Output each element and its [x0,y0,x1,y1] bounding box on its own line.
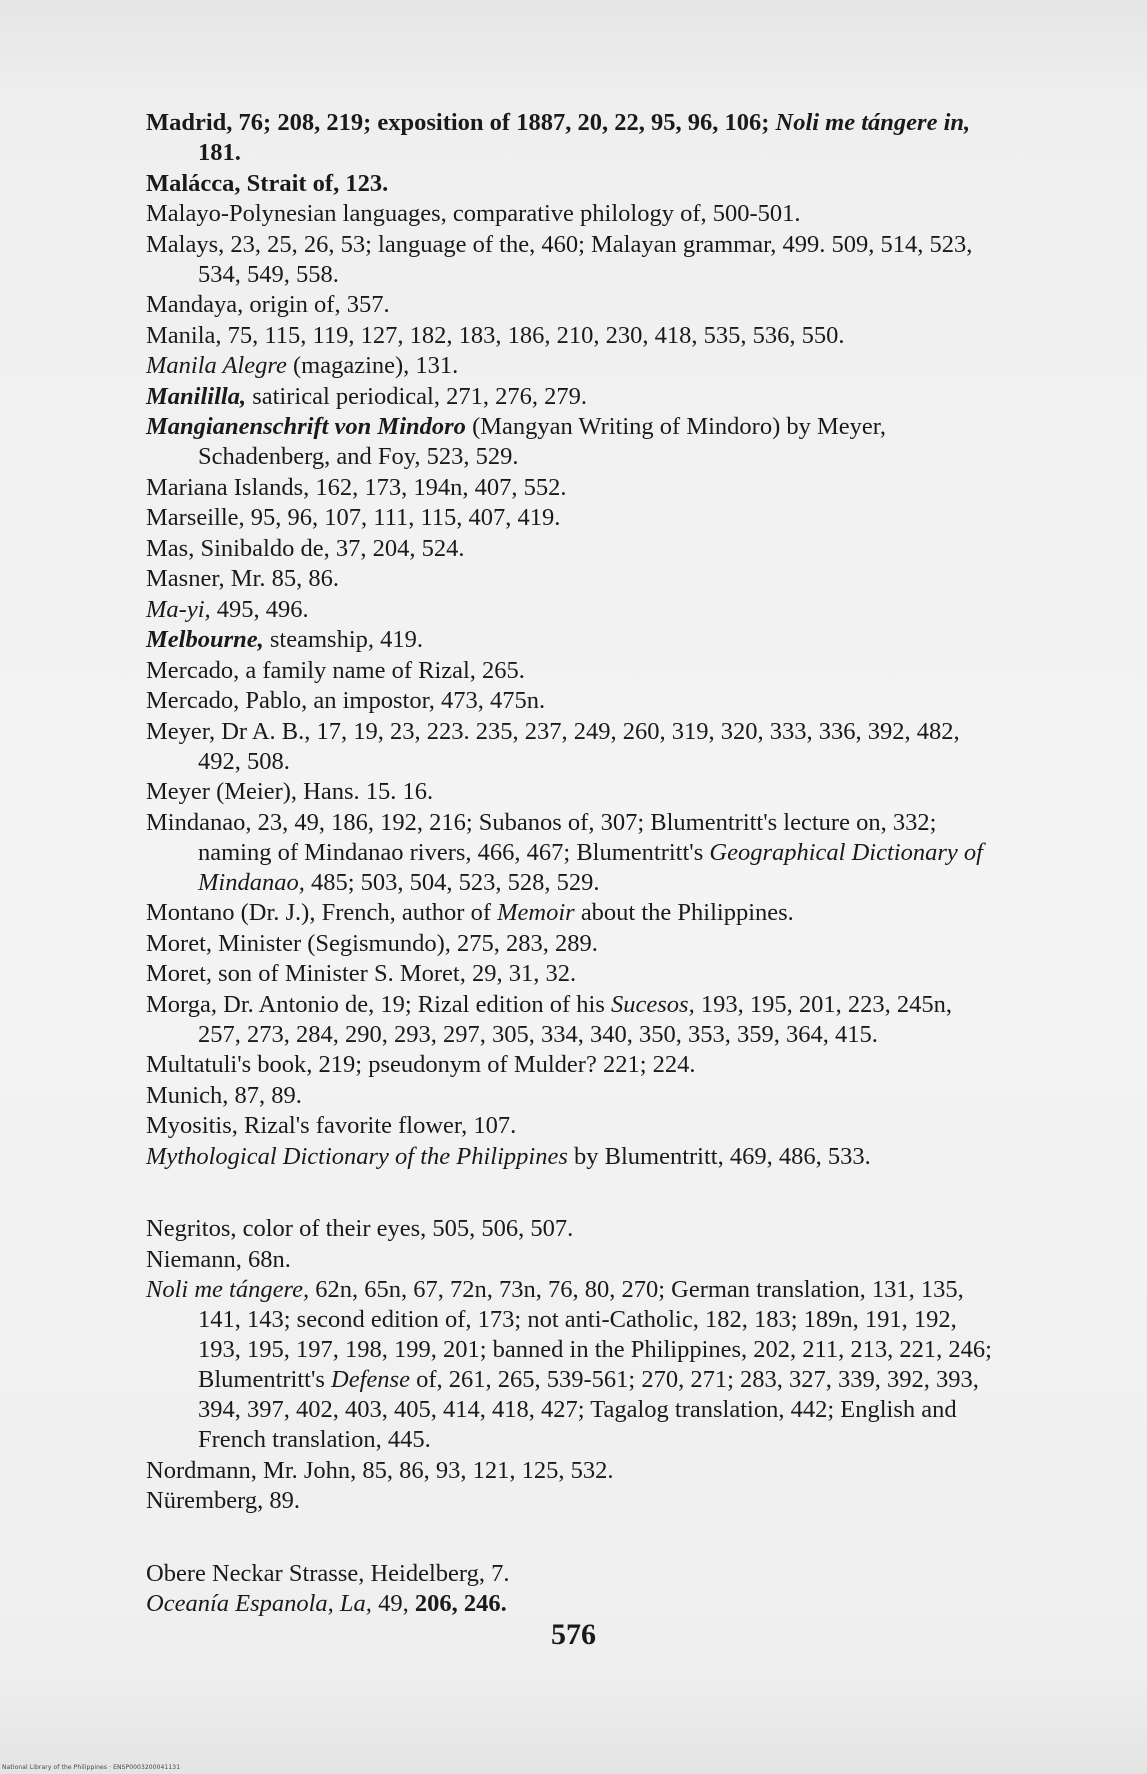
index-entry-text: Nordmann, Mr. John, 85, 86, 93, 121, 125, 532. [146,1456,614,1484]
index-entry-text: steamship, 419. [263,626,424,653]
index-entry [146,108,996,168]
index-entry-text: satirical periodical, 271, 276, 279. [246,382,587,410]
index-entry [146,503,996,533]
index-entry [146,382,996,412]
index-entry-text: Montano (Dr. J.), French, author of [146,899,498,926]
index-entry [146,321,996,351]
index-entry-text: of, 261, 265, 539-561; 270, 271; 283, 327, 339, 392, 393, 394, 397, 402, 403, 405, 414, 418, 427; Tagalog translation, 442; English and French translation, 445. [198,1366,979,1453]
index-entry [146,230,996,290]
index-entry-text: Memoir [497,899,575,926]
index-entry-text: Manililla, [146,382,247,410]
scan-footer: National Library of the Philippines · ENSP0003200041131 [2,1764,181,1771]
index-entry-text: Nüremberg, 89. [146,1487,300,1514]
index-entry-text: 49, [371,1590,415,1617]
index-entry [146,777,996,807]
index-entry-text: Malayo-Polynesian languages, comparative philology of, 500-501. [146,200,801,227]
index-entry-text: Mythological Dictionary of the Philippines [146,1142,568,1170]
index-entry [146,169,996,199]
index-entry [146,1275,996,1455]
index-entry-text: Ma-yi, [146,595,211,623]
index-entry-text: Multatuli's book, 219; pseudonym of Mulder? 221; 224. [146,1051,696,1078]
index-entry-text: Manila Alegre [146,352,287,379]
index-entry-text: Niemann, 68n. [146,1245,291,1273]
index-entry [146,686,996,716]
index-entry-text: Sucesos, [611,990,695,1018]
section-gap [146,1517,996,1559]
index-entry [146,534,996,564]
index-entry-text: Marseille, 95, 96, 107, 111, 115, 407, 419. [146,504,561,531]
index-entry-text: Manila, 75, 115, 119, 127, 182, 183, 186, 210, 230, 418, 535, 536, 550. [146,321,845,349]
index-entry [146,1111,996,1141]
index-entry-text: 485; 503, 504, 523, 528, 529. [304,868,600,896]
index-entry-text: Mangianenschrift von Mindoro [146,413,466,440]
index-entry-text: Defense [331,1366,410,1393]
index-entry-text: Myositis, Rizal's favorite flower, 107. [146,1112,517,1139]
index-entry [146,1050,996,1080]
index-entry [146,473,996,503]
index-entry [146,990,996,1050]
index-entry-text: Moret, Minister (Segismundo), 275, 283, 289. [146,929,598,957]
index-entry [146,1245,996,1275]
index-entry-text: Mercado, a family name of Rizal, 265. [146,656,525,684]
index-entry-text: Noli me tángere in, [775,109,971,136]
index-entry-text: (magazine), 131. [286,352,459,379]
index-entry-text: Oceanía Espanola, La, [146,1590,372,1617]
index-entry-text: Meyer (Meier), Hans. 15. 16. [146,778,434,805]
index-entry-text: Madrid, 76; 208, 219; exposition of 1887, 20, 22, 95, 96, 106; [146,109,776,136]
index-entry-text: 193, 195, 201, 223, 245n, 257, 273, 284, 290, 293, 297, 305, 334, 340, 350, 353, 359, 364, 415. [198,990,952,1048]
index-entry-text: Malácca, Strait of, 123. [146,169,389,197]
index-entry-text: Obere Neckar Strasse, Heidelberg, 7. [146,1559,510,1587]
index-entry-text: Meyer, Dr A. B., 17, 19, 23, 223. 235, 237, 249, 260, 319, 320, 333, 336, 392, 482, 492, 508. [146,717,960,775]
index-entry [146,1214,996,1244]
index-entry-text: (Mangyan Writing of Mindoro) by Meyer, Schadenberg, and Foy, 523, 529. [198,413,887,470]
index-entry-text: by Blumentritt, 469, 486, 533. [567,1142,871,1170]
index-entry [146,717,996,777]
index-entry [146,898,996,928]
index-entry-text: Mercado, Pablo, an impostor, 473, 475n. [146,687,546,714]
index-entry [146,1081,996,1111]
index-entry-text: Mariana Islands, 162, 173, 194n, 407, 552. [146,473,567,501]
index-entry-text: about the Philippines. [574,899,794,926]
index-entry [146,412,996,472]
index-entry [146,1486,996,1516]
index-entry-text: 62n, 65n, 67, 72n, 73n, 76, 80, 270; German translation, 131, 135, 141, 143; second edition of, 173; not anti-Catholic, 182, 183; 189n, 191, 192, 193, 195, 197, 198, 199, 201; banned in the Philippines, 202, 211, 213, 221, 246; Blumentritt's [198,1276,992,1393]
index-entry [146,929,996,959]
index-entry-text: 206, 246. [414,1590,507,1617]
index-entry [146,564,996,594]
index-entry [146,1589,996,1619]
index-entry [146,595,996,625]
index-entry-text: Mandaya, origin of, 357. [146,291,390,318]
index-entry [146,1559,996,1589]
index-entry-text: Melbourne, [146,626,264,653]
index-entry-text: Masner, Mr. 85, 86. [146,565,339,592]
index-entry [146,1456,996,1486]
index-entry [146,808,996,898]
index-entry-text: Munich, 87, 89. [146,1081,302,1109]
index-entry-text: Mas, Sinibaldo de, 37, 204, 524. [146,534,465,562]
section-gap [146,1172,996,1214]
index-entry-text: Morga, Dr. Antonio de, 19; Rizal edition of his [146,990,612,1018]
index-entry [146,199,996,229]
index-entry [146,959,996,989]
index-entry-text: Geographical Dictionary of Mindanao, [198,838,983,896]
index-entry-text: Moret, son of Minister S. Moret, 29, 31, 32. [146,960,577,987]
index-entry [146,625,996,655]
index-entry-text: Noli me tángere, [146,1276,310,1303]
index-entry [146,1142,996,1172]
index-entry-text: Malays, 23, 25, 26, 53; language of the, 460; Malayan grammar, 499. 509, 514, 523, 534, 549, 558. [146,230,973,288]
index-entry-text: Mindanao, 23, 49, 186, 192, 216; Subanos of, 307; Blumentritt's lecture on, 332; naming of Mindanao rivers, 466, 467; Blumentritt's [146,808,937,866]
index-entries [146,108,996,1620]
index-entry-text: 181. [198,139,241,166]
index-entry [146,351,996,381]
index-entry [146,290,996,320]
index-entry [146,656,996,686]
index-entry-text: Negritos, color of their eyes, 505, 506, 507. [146,1215,574,1242]
index-entry-text: 495, 496. [210,595,309,623]
page-number: 576 [551,1618,596,1651]
